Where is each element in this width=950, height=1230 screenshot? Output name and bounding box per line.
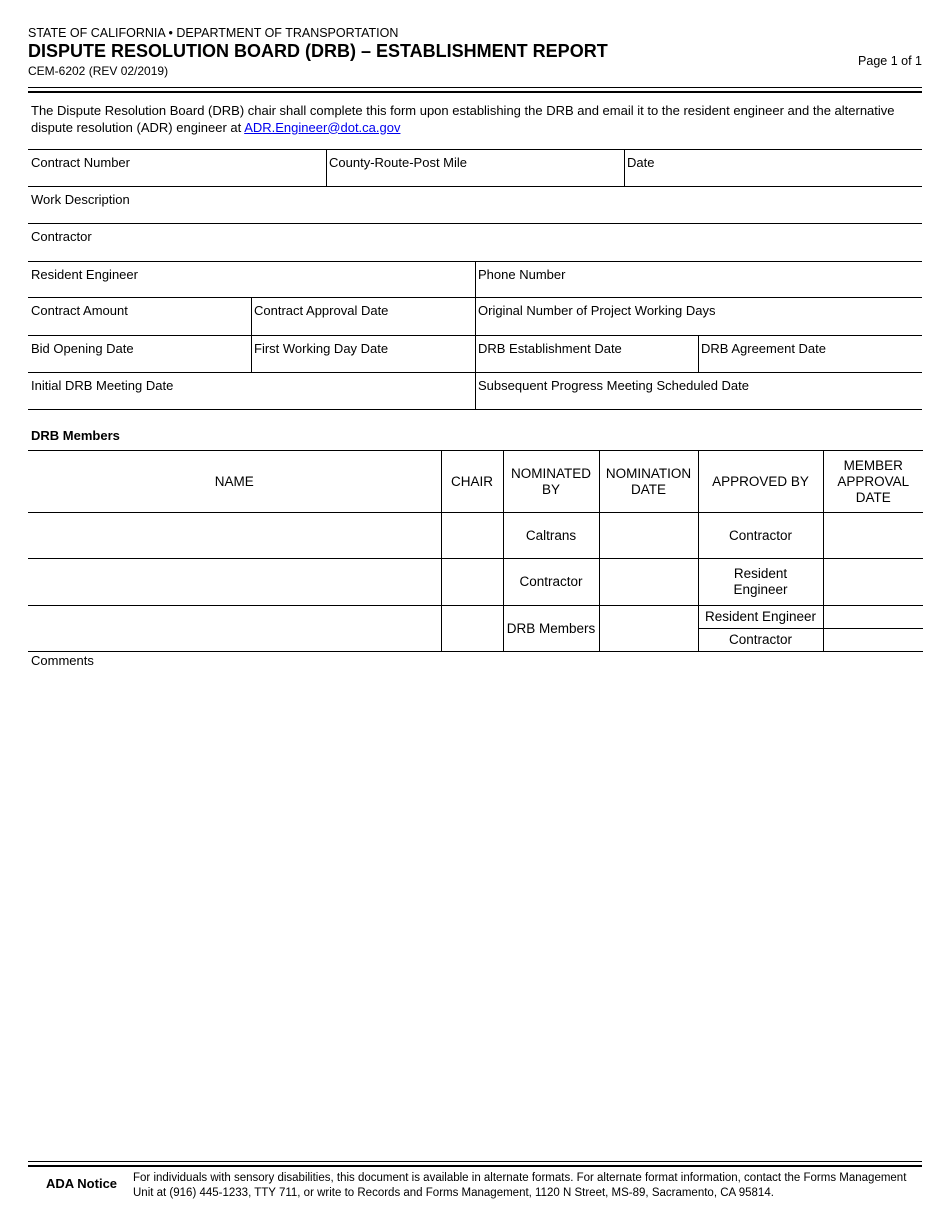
nomination-date-cell[interactable] — [599, 606, 698, 652]
member-name-cell[interactable] — [28, 606, 441, 652]
table-row — [28, 513, 923, 559]
first-working-day-date-label: First Working Day Date — [254, 341, 389, 356]
chair-cell[interactable] — [441, 513, 503, 559]
approved-by-cell: Contractor — [698, 513, 823, 559]
table-header-row — [28, 451, 923, 513]
name-header: NAME — [28, 451, 441, 513]
table-row — [28, 606, 923, 629]
adr-email-link[interactable]: ADR.Engineer@dot.ca.gov — [244, 119, 401, 135]
member-approval-date-cell[interactable] — [823, 629, 923, 652]
approved-by-cell: Contractor — [698, 629, 823, 652]
footer-divider-bottom — [28, 1165, 922, 1167]
member-approval-date-cell[interactable] — [823, 513, 923, 559]
contractor-field[interactable] — [28, 223, 922, 261]
agency-name: STATE OF CALIFORNIA • DEPARTMENT OF TRANSPORTATION — [28, 26, 399, 40]
resident-engineer-field[interactable] — [28, 261, 475, 297]
drb-members-table — [28, 450, 923, 652]
member-approval-date-header: MEMBER APPROVAL DATE — [823, 451, 923, 513]
contract-number-label: Contract Number — [31, 155, 130, 170]
date-field[interactable] — [624, 149, 922, 186]
county-route-post-mile-field[interactable] — [326, 149, 624, 186]
nomination-date-header: NOMINATION DATE — [599, 451, 698, 513]
original-working-days-field[interactable] — [475, 297, 922, 335]
contract-number-field[interactable] — [28, 149, 326, 186]
phone-number-field[interactable] — [475, 261, 922, 297]
approved-by-cell: Resident Engineer — [698, 606, 823, 629]
ada-notice-title: ADA Notice — [46, 1176, 118, 1191]
table-row — [28, 559, 923, 606]
nominated-by-cell: Caltrans — [503, 513, 599, 559]
contract-approval-date-label: Contract Approval Date — [254, 303, 389, 318]
grid-line — [28, 409, 922, 410]
approved-by-text: Resident Engineer — [733, 566, 788, 597]
chair-cell[interactable] — [441, 606, 503, 652]
county-route-post-mile-label: County-Route-Post Mile — [329, 155, 467, 170]
drb-agreement-date-field[interactable] — [698, 335, 922, 372]
instructions-text: The Dispute Resolution Board (DRB) chair shall complete this form upon establishing the DRB and email it to the resident engineer and the alternative dispute resolution (ADR) engineer at — [31, 103, 895, 135]
chair-cell[interactable] — [441, 559, 503, 606]
subsequent-meeting-date-field[interactable] — [475, 372, 922, 409]
member-name-cell[interactable] — [28, 559, 441, 606]
drb-agreement-date-label: DRB Agreement Date — [701, 341, 827, 356]
phone-number-label: Phone Number — [478, 267, 566, 282]
nomination-date-cell[interactable] — [599, 513, 698, 559]
approved-by-header: APPROVED BY — [698, 451, 823, 513]
comments-area[interactable] — [28, 668, 922, 1158]
form-number: CEM-6202 (REV 02/2019) — [28, 64, 169, 78]
page-indicator: Page 1 of 1 — [858, 54, 922, 68]
initial-meeting-date-field[interactable] — [28, 372, 475, 409]
member-approval-date-cell[interactable] — [823, 559, 923, 606]
ada-notice-text: For individuals with sensory disabilities, this document is available in alternate formats. For alternate format information, contact the Forms Management Unit at (916) 445-1233, TTY 711, or write to Records and Forms Management, 1120 N Street, MS-89, Sacramento, CA 95814. — [133, 1172, 907, 1199]
drb-establishment-date-field[interactable] — [475, 335, 698, 372]
work-description-field[interactable] — [28, 186, 922, 223]
member-name-cell[interactable] — [28, 513, 441, 559]
nomination-date-cell[interactable] — [599, 559, 698, 606]
comments-label: Comments — [31, 653, 94, 668]
bid-opening-date-label: Bid Opening Date — [31, 341, 134, 356]
work-description-label: Work Description — [31, 192, 130, 207]
nominated-by-header: NOMINATED BY — [503, 451, 599, 513]
contractor-label: Contractor — [31, 229, 92, 244]
approved-by-cell — [698, 559, 823, 606]
header-divider-bottom — [28, 91, 922, 93]
initial-meeting-date-label: Initial DRB Meeting Date — [31, 378, 174, 393]
nominated-by-cell: Contractor — [503, 559, 599, 606]
contract-amount-label: Contract Amount — [31, 303, 128, 318]
original-working-days-label: Original Number of Project Working Days — [478, 303, 716, 318]
date-label: Date — [627, 155, 655, 170]
resident-engineer-label: Resident Engineer — [31, 267, 138, 282]
contract-approval-date-field[interactable] — [251, 297, 475, 335]
subsequent-meeting-date-label: Subsequent Progress Meeting Scheduled Date — [478, 378, 750, 393]
bid-opening-date-field[interactable] — [28, 335, 251, 372]
contract-amount-field[interactable] — [28, 297, 251, 335]
first-working-day-date-field[interactable] — [251, 335, 475, 372]
nominated-by-cell: DRB Members — [503, 606, 599, 652]
footer-divider-top — [28, 1161, 922, 1162]
chair-header: CHAIR — [441, 451, 503, 513]
form-title: DISPUTE RESOLUTION BOARD (DRB) – ESTABLISHMENT REPORT — [28, 41, 608, 61]
instructions — [31, 103, 911, 136]
drb-members-title: DRB Members — [31, 428, 120, 443]
header-divider-top — [28, 87, 922, 88]
drb-establishment-date-label: DRB Establishment Date — [478, 341, 622, 356]
member-approval-date-cell[interactable] — [823, 606, 923, 629]
